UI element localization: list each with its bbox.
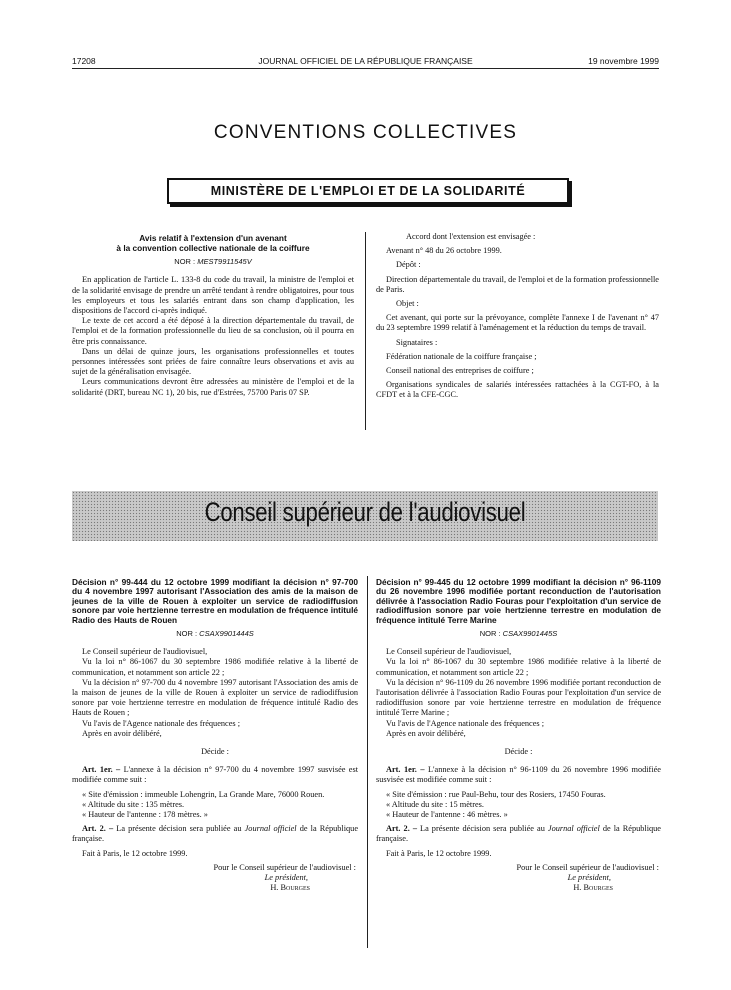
ministry-heading: MINISTÈRE DE L'EMPLOI ET DE LA SOLIDARITÉ [167, 178, 569, 204]
quote-line: « Altitude du site : 15 mètres. [386, 799, 484, 809]
decision-445-column [376, 578, 661, 894]
decide-label: Décide : [201, 747, 229, 757]
nor-reference: NOR : MEST9911545V [174, 257, 252, 267]
journal-title: JOURNAL OFFICIEL DE LA RÉPUBLIQUE FRANÇAISE [258, 56, 473, 66]
paragraph: Vu l'avis de l'Agence nationale des fréquences ; [82, 718, 240, 728]
quote-line: « Altitude du site : 135 mètres. [82, 799, 185, 809]
signature-for: Pour le Conseil supérieur de l'audiovisuel : [516, 862, 659, 872]
decision-444-column [72, 578, 358, 894]
avis-column [72, 234, 354, 398]
accord-label: Accord dont l'extension est envisagée : [406, 232, 536, 241]
csa-banner [72, 491, 658, 541]
paragraph: Vu la décision n° 96-1109 du 26 novembre 1996 modifiée portant reconduction de l'autorisation délivrée à l'association Radio Fouras pour l'exploitation d'un service de radiodiffusion sonore par voie hertzienne terrestre en modulation de fréquence intitulé Terre Marine ; [376, 677, 661, 718]
column-divider [367, 576, 368, 948]
accord-value: Avenant n° 48 du 26 octobre 1999. [386, 246, 502, 256]
signatory: Organisations syndicales de salariés intéressées rattachées à la CGT-FO, à la CFDT et à la CFE-CGC. [376, 380, 659, 400]
article-1: Art. 1er. – L'annexe à la décision n° 96-1109 du 26 novembre 1996 modifiée susvisée est modifiée comme suit : [376, 765, 661, 785]
signatory: Conseil national des entreprises de coiffure ; [386, 366, 534, 376]
signatory-name: H. Bourges [573, 883, 613, 893]
article-2: Art. 2. – La présente décision sera publiée au Journal officiel de la République française. [72, 824, 358, 844]
paragraph: Le texte de cet accord a été déposé à la direction départementale du travail, de l'emploi et de la formation professionnelle du lieu de sa conclusion, où il pourra en être pris connaissance. [72, 316, 354, 346]
paragraph: Vu l'avis de l'Agence nationale des fréquences ; [386, 718, 544, 728]
paragraph: En application de l'article L. 133-8 du code du travail, la ministre de l'emploi et de la solidarité envisage de prendre un arrêté tendant à rendre obligatoires, pour tous les employeurs et tous les salariés entrant dans son champ d'application, les dispositions de l'accord ci-après indiqué. [72, 275, 354, 315]
nor-reference: NOR : CSAX9901445S [479, 629, 558, 639]
quote-line: « Hauteur de l'antenne : 178 mètres. » [82, 810, 208, 820]
article-2: Art. 2. – La présente décision sera publiée au Journal officiel de la République française. [376, 824, 661, 844]
paragraph: Le Conseil supérieur de l'audiovisuel, [386, 647, 512, 657]
signature-date: Fait à Paris, le 12 octobre 1999. [82, 848, 188, 858]
paragraph: Le Conseil supérieur de l'audiovisuel, [82, 647, 208, 657]
section-title: CONVENTIONS COLLECTIVES [213, 122, 518, 143]
paragraph: Leurs communications devront être adressées au ministère de l'emploi et de la solidarité (DRT, bureau NC 1), 20 bis, rue d'Estrées, 75700 Paris 07 SP. [72, 377, 354, 397]
decision-title: Décision n° 99-445 du 12 octobre 1999 modifiant la décision n° 96-1109 du 26 novembre 1996 modifiée portant reconduction de l'autorisation délivrée à l'association Radio Fouras pour l'exploitation d'un service de radiodiffusion sonore par voie hertzienne terrestre en modulation de fréquence intitulé Terre Marine [376, 577, 661, 625]
issue-date: 19 novembre 1999 [588, 56, 659, 66]
signature-title: Le président, [264, 873, 308, 883]
signature-for: Pour le Conseil supérieur de l'audiovisuel : [213, 862, 356, 872]
avis-title: Avis relatif à l'extension d'un avenant à la convention collective nationale de la coiffure [116, 233, 310, 253]
banner-title: Conseil supérieur de l'audiovisuel [204, 497, 526, 527]
signatory-name: H. Bourges [270, 883, 310, 893]
page-number: 17208 [72, 56, 96, 66]
object-value: Cet avenant, qui porte sur la prévoyance, complète l'annexe I de l'avenant n° 47 du 23 septembre 1999 relatif à l'aménagement et la réduction du temps de travail. [376, 313, 659, 333]
quote-line: « Hauteur de l'antenne : 46 mètres. » [386, 810, 508, 820]
object-label: Objet : [396, 299, 419, 309]
article-1: Art. 1er. – L'annexe à la décision n° 97-700 du 4 novembre 1997 susvisée est modifiée comme suit : [72, 765, 359, 785]
paragraph: Dans un délai de quinze jours, les organisations professionnelles et toutes personnes intéressées sont priées de faire connaître leurs observations et avis au sujet de la généralisation envisagée. [72, 346, 354, 377]
signature-title: Le président, [567, 873, 611, 883]
nor-reference: NOR : CSAX9901444S [176, 629, 254, 639]
paragraph: Après en avoir délibéré, [386, 728, 466, 738]
deposit-value: Direction départementale du travail, de l'emploi et de la formation professionnelle de Paris. [376, 274, 659, 294]
header-rule [72, 68, 659, 69]
decision-title: Décision n° 99-444 du 12 octobre 1999 modifiant la décision n° 97-700 du 4 novembre 1997 autorisant l'Association des amis de la maison de jeunes de la ville de Rouen à exploiter un service de radiodiffusion sonore par voie hertzienne terrestre en modulation de fréquence intitulé Radio des Hauts de Rouen [72, 577, 358, 625]
deposit-label: Dépôt : [396, 260, 421, 270]
decide-label: Décide : [504, 747, 533, 757]
paragraph: Après en avoir délibéré, [82, 728, 162, 738]
paragraph: Vu la décision n° 97-700 du 4 novembre 1997 autorisant l'Association des amis de la maison de jeunes de la ville de Rouen à exploiter un service de radiodiffusion sonore par voie hertzienne terrestre en modulation de fréquence intitulé Radio des Hauts de Rouen ; [72, 677, 358, 718]
quote-line: « Site d'émission : rue Paul-Behu, tour des Rosiers, 17450 Fouras. [386, 789, 606, 799]
paragraph: Vu la loi n° 86-1067 du 30 septembre 1986 modifiée relative à la liberté de communication, et notamment son article 22 ; [72, 657, 358, 677]
signatories-label: Signataires : [396, 337, 438, 347]
accord-column [376, 232, 659, 401]
signatory: Fédération nationale de la coiffure française ; [386, 351, 537, 361]
paragraph: Vu la loi n° 86-1067 du 30 septembre 1986 modifiée relative à la liberté de communication, et notamment son article 22 ; [376, 657, 661, 677]
signature-date: Fait à Paris, le 12 octobre 1999. [386, 848, 492, 858]
quote-line: « Site d'émission : immeuble Lohengrin, La Grande Mare, 76000 Rouen. [82, 789, 325, 799]
column-divider [365, 232, 366, 430]
